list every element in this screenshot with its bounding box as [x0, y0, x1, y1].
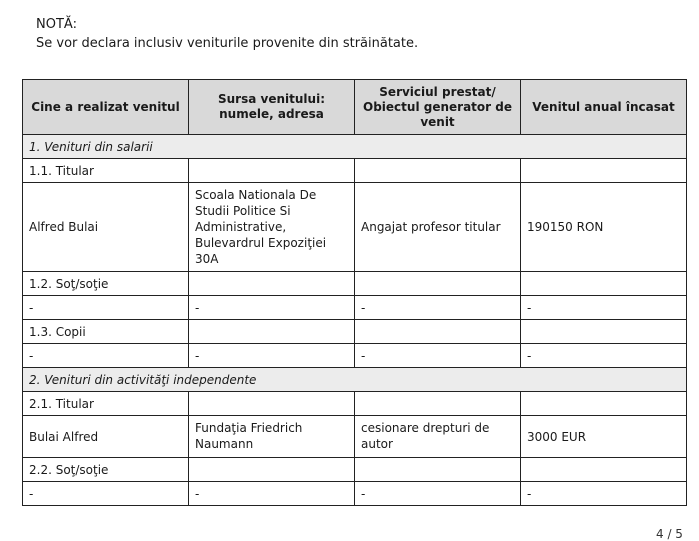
cell-amount: -: [521, 344, 687, 368]
cell-who: Alfred Bulai: [23, 183, 189, 272]
cell-service: Angajat profesor titular: [355, 183, 521, 272]
cell-who: Bulai Alfred: [23, 416, 189, 458]
section-row: [23, 135, 687, 159]
table-row: [23, 183, 687, 272]
header-source: Sursa venitului: numele, adresa: [189, 80, 355, 135]
subsection-label: 1.3. Copii: [23, 320, 189, 344]
cell-source: -: [189, 296, 355, 320]
cell-amount: 3000 EUR: [521, 416, 687, 458]
section-row: [23, 368, 687, 392]
subsection-row: [23, 392, 687, 416]
cell-amount: -: [521, 296, 687, 320]
cell-source: Fundaţia Friedrich Naumann: [189, 416, 355, 458]
table-row: [23, 296, 687, 320]
subsection-row: [23, 159, 687, 183]
cell-amount: 190150 RON: [521, 183, 687, 272]
income-table: [22, 79, 687, 506]
subsection-row: [23, 458, 687, 482]
cell-who: -: [23, 296, 189, 320]
table-row: [23, 482, 687, 506]
cell-service: -: [355, 296, 521, 320]
cell-source: Scoala Nationala De Studii Politice Si Administrative, Bulevardrul Expoziţiei 30A: [189, 183, 355, 272]
note-heading: NOTĂ:: [36, 17, 77, 32]
section-title: 2. Venituri din activităţi independente: [23, 368, 687, 392]
table-row: [23, 416, 687, 458]
cell-service: -: [355, 344, 521, 368]
cell-source: -: [189, 482, 355, 506]
cell-service: cesionare drepturi de autor: [355, 416, 521, 458]
subsection-label: 1.1. Titular: [23, 159, 189, 183]
header-service: Serviciul prestat/ Obiectul generator de venit: [355, 80, 521, 135]
cell-amount: -: [521, 482, 687, 506]
cell-who: -: [23, 344, 189, 368]
subsection-row: [23, 320, 687, 344]
cell-source: -: [189, 344, 355, 368]
section-title: 1. Venituri din salarii: [23, 135, 687, 159]
header-who: Cine a realizat venitul: [23, 80, 189, 135]
note-text: Se vor declara inclusiv veniturile provenite din străinătate.: [36, 36, 419, 51]
table-row: [23, 344, 687, 368]
page-number: 4 / 5: [656, 527, 683, 541]
header-row: [23, 80, 687, 135]
cell-who: -: [23, 482, 189, 506]
subsection-label: 1.2. Soţ/soţie: [23, 272, 189, 296]
note-block: [36, 15, 418, 53]
subsection-label: 2.2. Soţ/soţie: [23, 458, 189, 482]
cell-service: -: [355, 482, 521, 506]
subsection-label: 2.1. Titular: [23, 392, 189, 416]
subsection-row: [23, 272, 687, 296]
header-amount: Venitul anual încasat: [521, 80, 687, 135]
